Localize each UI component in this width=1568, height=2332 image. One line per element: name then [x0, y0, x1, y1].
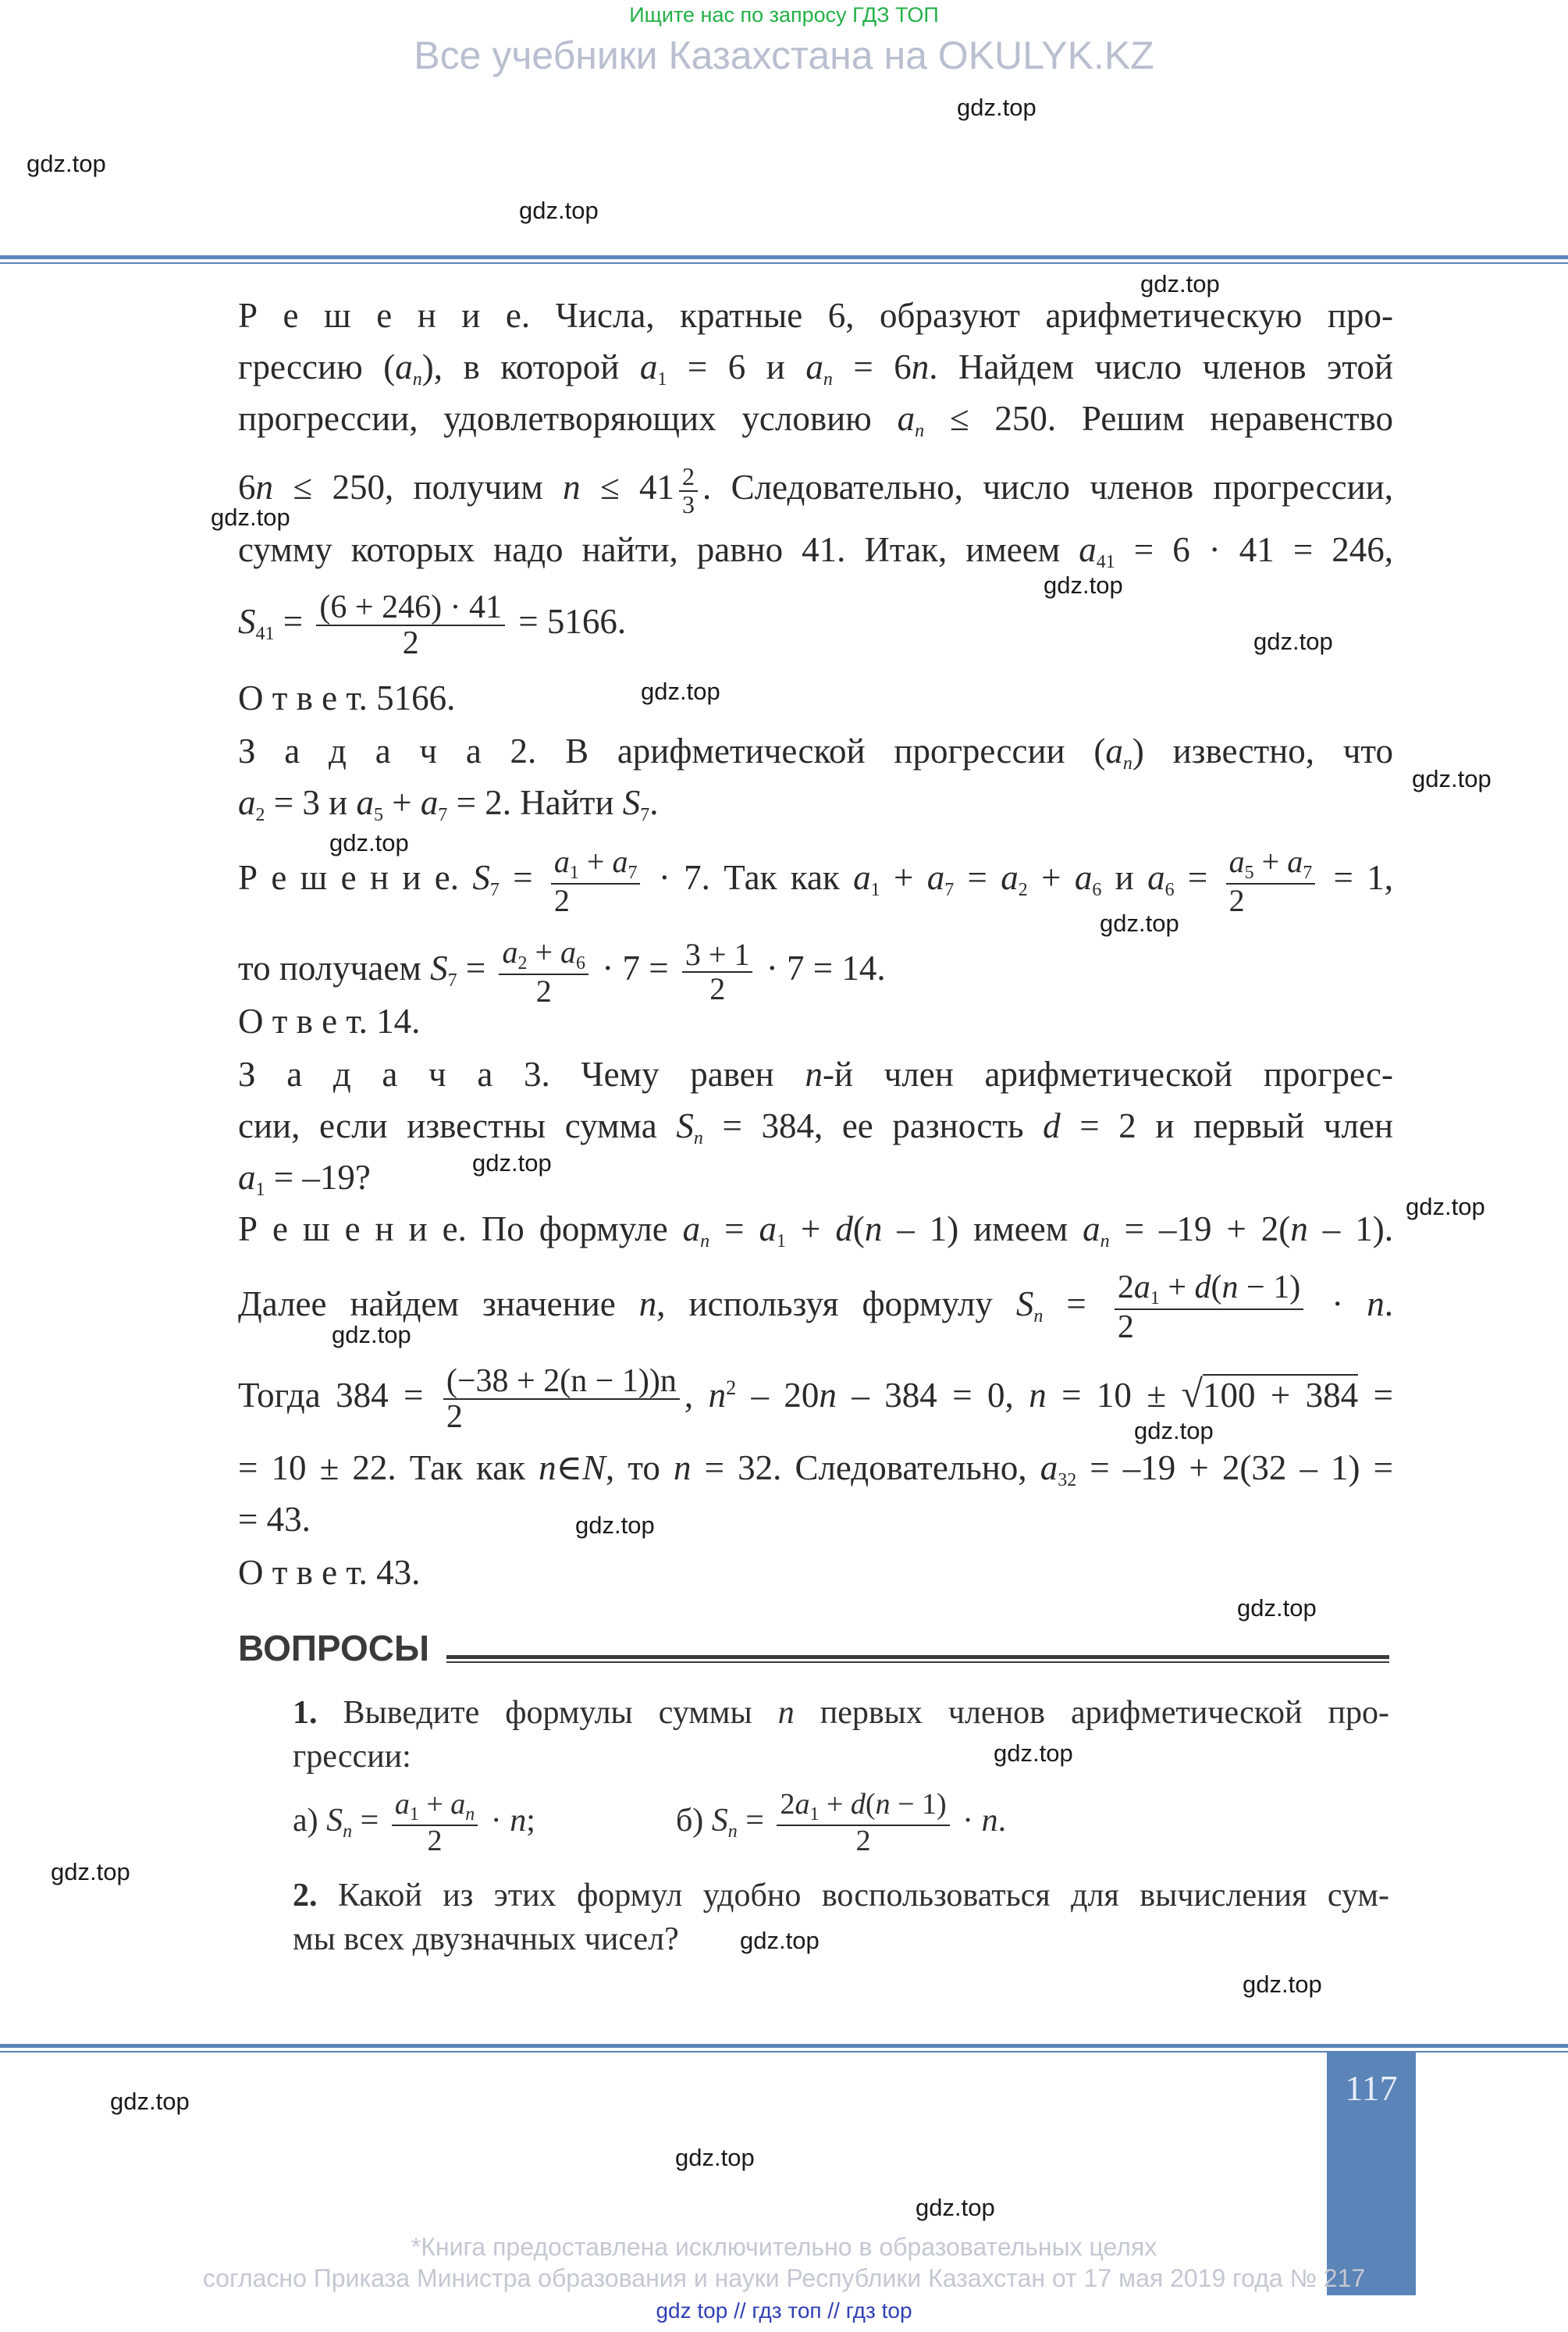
questions-rule-thin [446, 1661, 1389, 1663]
watermark: gdz.top [1237, 1594, 1317, 1622]
watermark: gdz.top [1134, 1417, 1214, 1444]
watermark: gdz.top [329, 829, 409, 856]
site-banner[interactable]: Все учебники Казахстана на OKULYK.KZ [414, 34, 1154, 77]
watermark: gdz.top [916, 2194, 995, 2221]
solution-3-line-2: Далее найдем значение n, используя формулу $S_n$ = $\frac{2a_1 + d(n - 1)}{2}$ · n. [238, 1269, 1393, 1346]
questions-heading: ВОПРОСЫ [238, 1628, 430, 1668]
watermark: gdz.top [332, 1321, 411, 1348]
text-line-4: 6n ≤ 250, получим n ≤ 41 $\frac{2}{3}$ . Следовательно, число членов прогрессии, [238, 462, 1393, 518]
text-line-3: прогрессии, удовлетворяющих условию $a_n \le 250$. Решим неравенство [238, 399, 1393, 441]
solution-2-line-1: Р е ш е н и е. $S_7$ = $\frac{a_1 + a_7}{2}$ · 7. Так как $a_1 + a_7 = a_2 + a_6$ и $a_6$ = $\frac{a_5 + a_7}{2}$ = 1, [238, 843, 1394, 918]
footer-disclaimer-2: согласно Приказа Министра образования и науки Республики Казахстан от 17 мая 2019 года № 217 [202, 2264, 1366, 2292]
watermark: gdz.top [27, 150, 106, 177]
watermark: gdz.top [1243, 1971, 1322, 1998]
solution-2-line-2: то получаем $S_7$ = $\frac{a_2 + a_6}{2}$ · 7 = $\frac{3 + 1}{2}$ · 7 = 14. [238, 934, 886, 1009]
questions-rule [446, 1655, 1389, 1659]
task-2-line-1: З а д а ч а 2. В арифметической прогрессии $(a_n)$ известно, что [238, 732, 1393, 774]
solution-3-line-4: = 10 ± 22. Так как n∈N, то n = 32. Следовательно, $a_{32} = -19 + 2(32 - 1)$ = [238, 1448, 1394, 1490]
question-1-line-2: грессии: [293, 1739, 411, 1775]
answer-2: О т в е т. 14. [238, 1002, 421, 1041]
text-line-1: Р е ш е н и е. Числа, кратные 6, образуют арифметическую про- [238, 296, 1393, 335]
footer-links[interactable]: gdz top // гдз топ // гдз top [656, 2298, 912, 2323]
task-3-line-2: сии, если известны сумма $S_n = 384$, ее разность d = 2 и первый член [238, 1106, 1393, 1148]
watermark: gdz.top [110, 2088, 190, 2115]
top-rule-thin [0, 262, 1568, 264]
text-line-6: $S_{41}$ = $\frac{(6 + 246) \cdot 41}{2}$ = 5166. [238, 589, 627, 661]
text-line-5: сумму которых надо найти, равно 41. Итак, имеем $a_{41} = 6 \cdot 41 = 246$, [238, 530, 1393, 572]
page-number: 117 [1345, 2068, 1398, 2108]
watermark: gdz.top [1044, 571, 1123, 599]
answer-3: О т в е т. 43. [238, 1553, 421, 1592]
question-1-formulas: а) $S_n$ = $\frac{a_1 + a_n}{2}$ · n; б) $S_n$ = $\frac{2a_1 + d(n - 1)}{2}$ · n. [293, 1787, 1007, 1857]
watermark: gdz.top [519, 197, 599, 224]
watermark: gdz.top [994, 1739, 1073, 1767]
watermark: gdz.top [575, 1511, 655, 1539]
question-1-line-1: 1. Выведите формулы суммы n первых членов арифметической про- [293, 1695, 1389, 1731]
question-2-line-1: 2. Какой из этих формул удобно воспользоваться для вычисления сум- [293, 1878, 1389, 1914]
watermark: gdz.top [51, 1858, 130, 1885]
task-3-line-1: З а д а ч а 3. Чему равен n-й член арифметической прогрес- [238, 1055, 1393, 1094]
watermark: gdz.top [957, 94, 1036, 121]
watermark: gdz.top [1100, 910, 1179, 937]
watermark: gdz.top [1406, 1193, 1485, 1220]
task-2-line-2: $a_2 = 3$ и $a_5 + a_7 = 2$. Найти $S_7$. [238, 783, 659, 825]
watermark: gdz.top [1253, 628, 1333, 655]
watermark: gdz.top [641, 678, 720, 705]
solution-3-line-1: Р е ш е н и е. По формуле $a_n = a_1 + d(n - 1)$ имеем $a_n = -19 + 2(n - 1)$. [238, 1209, 1393, 1251]
watermark: gdz.top [675, 2144, 755, 2171]
task-3-line-3: $a_1 = -19$? [238, 1158, 371, 1200]
watermark: gdz.top [1412, 765, 1492, 792]
top-rule [0, 255, 1568, 259]
footer-disclaimer-1: *Книга предоставлена исключительно в образовательных целях [411, 2233, 1157, 2261]
solution-3-line-5: = 43. [238, 1500, 311, 1539]
watermark: gdz.top [740, 1927, 820, 1954]
watermark: gdz.top [211, 504, 290, 531]
search-hint: Ищите нас по запросу ГДЗ ТОП [629, 3, 939, 27]
bottom-rule [0, 2044, 1568, 2048]
watermark: gdz.top [472, 1149, 552, 1177]
question-2-line-2: мы всех двузначных чисел? [293, 1921, 679, 1957]
text-line-2: грессию $(a_n)$, в которой $a_1 = 6$ и $a_n = 6n$. Найдем число членов этой [238, 347, 1393, 390]
watermark: gdz.top [1140, 270, 1220, 297]
answer-1: О т в е т. 5166. [238, 678, 456, 717]
solution-3-line-3: Тогда 384 = $\frac{(-38 + 2(n - 1))n}{2}$ , $n^2 - 20n - 384 = 0$, n = 10 ± √100 + 384 = [238, 1362, 1393, 1435]
